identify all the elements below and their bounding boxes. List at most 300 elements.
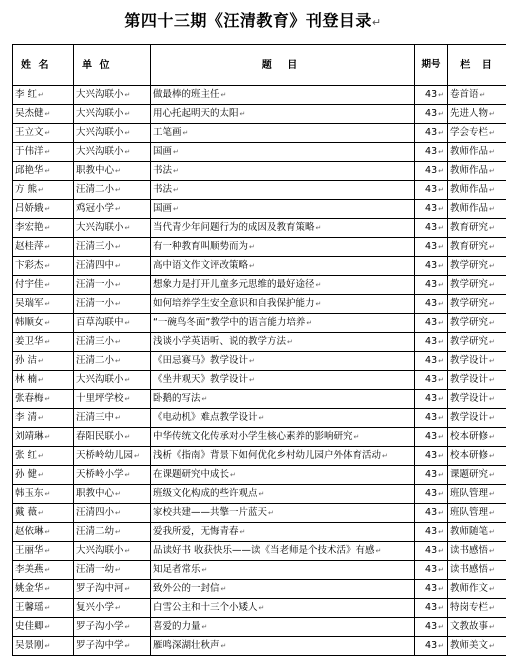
cell-unit bbox=[74, 86, 151, 105]
cell-name bbox=[13, 523, 74, 542]
cell-end-mark-icon: ↵ bbox=[489, 110, 495, 118]
cell-issue-text: 43 bbox=[425, 583, 437, 594]
cell-end-mark-icon: ↵ bbox=[316, 281, 322, 289]
cell-name bbox=[13, 390, 74, 409]
cell-column bbox=[448, 466, 506, 485]
cell-title bbox=[151, 295, 415, 314]
cell-end-mark-icon: ↵ bbox=[125, 110, 131, 118]
cell-issue bbox=[415, 276, 448, 295]
cell-title-text: 雁鸣深湖壮秋声 bbox=[153, 640, 220, 651]
cell-column-text: 读书感悟 bbox=[450, 545, 488, 556]
cell-column bbox=[448, 352, 506, 371]
table-row bbox=[13, 257, 506, 276]
cell-end-mark-icon: ↵ bbox=[438, 319, 444, 327]
table-row bbox=[13, 485, 506, 504]
cell-issue bbox=[415, 314, 448, 333]
cell-end-mark-icon: ↵ bbox=[115, 300, 121, 308]
cell-name bbox=[13, 219, 74, 238]
table-row bbox=[13, 143, 506, 162]
cell-name bbox=[13, 86, 74, 105]
cell-name bbox=[13, 504, 74, 523]
cell-end-mark-icon: ↵ bbox=[45, 395, 51, 403]
cell-end-mark-icon: ↵ bbox=[45, 262, 51, 270]
cell-end-mark-icon: ↵ bbox=[202, 395, 208, 403]
cell-unit-text: 大兴沟联小 bbox=[76, 146, 124, 157]
cell-end-mark-icon: ↵ bbox=[45, 433, 51, 441]
cell-end-mark-icon: ↵ bbox=[438, 642, 444, 650]
cell-end-mark-icon: ↵ bbox=[125, 148, 131, 156]
cell-issue bbox=[415, 352, 448, 371]
cell-end-mark-icon: ↵ bbox=[45, 642, 51, 650]
cell-unit-text: 复兴小学 bbox=[76, 602, 114, 613]
cell-issue bbox=[415, 86, 448, 105]
header-unit: 单 位 bbox=[74, 45, 151, 86]
cell-issue-text: 43 bbox=[425, 412, 437, 423]
cell-column bbox=[448, 124, 506, 143]
cell-issue-text: 43 bbox=[425, 507, 437, 518]
cell-column bbox=[448, 371, 506, 390]
cell-unit-text: 汪清三小 bbox=[76, 241, 114, 252]
cell-name bbox=[13, 352, 74, 371]
cell-name bbox=[13, 580, 74, 599]
cell-column bbox=[448, 561, 506, 580]
catalog-table bbox=[12, 44, 506, 656]
header-title: 题 目 bbox=[151, 45, 415, 86]
cell-end-mark-icon: ↵ bbox=[489, 338, 495, 346]
cell-name-text: 王丽华 bbox=[15, 545, 44, 556]
cell-title-text: 知足者常乐 bbox=[153, 564, 201, 575]
cell-title-text: 用心托起明天的太阳 bbox=[153, 108, 239, 119]
table-row bbox=[13, 162, 506, 181]
cell-unit bbox=[74, 523, 151, 542]
cell-title bbox=[151, 162, 415, 181]
cell-column-text: 教师随笔 bbox=[450, 526, 488, 537]
cell-name bbox=[13, 295, 74, 314]
table-row bbox=[13, 105, 506, 124]
cell-end-mark-icon: ↵ bbox=[202, 566, 208, 574]
cell-unit bbox=[74, 618, 151, 637]
cell-column-text: 班队管理 bbox=[450, 507, 488, 518]
cell-end-mark-icon: ↵ bbox=[489, 471, 495, 479]
cell-column-text: 卷首语 bbox=[450, 89, 479, 100]
cell-title-text: 《田忌赛马》教学设计 bbox=[153, 355, 248, 366]
cell-column-text: 教学研究 bbox=[450, 336, 488, 347]
cell-end-mark-icon: ↵ bbox=[173, 186, 179, 194]
header-issue: 期号 bbox=[415, 45, 448, 86]
cell-unit bbox=[74, 105, 151, 124]
cell-name-text: 刘靖琳 bbox=[15, 431, 44, 442]
cell-end-mark-icon: ↵ bbox=[45, 243, 51, 251]
cell-end-mark-icon: ↵ bbox=[489, 528, 495, 536]
cell-end-mark-icon: ↵ bbox=[125, 547, 131, 555]
cell-unit-text: 大兴沟联小 bbox=[76, 89, 124, 100]
cell-end-mark-icon: ↵ bbox=[230, 471, 236, 479]
cell-unit-text: 大兴沟联小 bbox=[76, 374, 124, 385]
cell-title-text: 浅谈小学英语听、说的教学方法 bbox=[153, 336, 286, 347]
cell-unit-text: 汪清一小 bbox=[76, 279, 114, 290]
cell-issue-text: 43 bbox=[425, 222, 437, 233]
cell-unit bbox=[74, 124, 151, 143]
cell-end-mark-icon: ↵ bbox=[115, 357, 121, 365]
cell-name bbox=[13, 409, 74, 428]
cell-issue bbox=[415, 580, 448, 599]
table-row bbox=[13, 295, 506, 314]
cell-unit-text: 汪清四中 bbox=[76, 260, 114, 271]
cell-title bbox=[151, 428, 415, 447]
cell-issue bbox=[415, 124, 448, 143]
cell-column bbox=[448, 428, 506, 447]
cell-column bbox=[448, 257, 506, 276]
cell-title-text: 想象力是打开儿童多元思维的最好途径 bbox=[153, 279, 315, 290]
cell-column bbox=[448, 276, 506, 295]
cell-column-text: 特岗专栏 bbox=[450, 602, 488, 613]
cell-issue-text: 43 bbox=[425, 260, 437, 271]
cell-name bbox=[13, 105, 74, 124]
cell-column bbox=[448, 390, 506, 409]
cell-unit-text: 天桥岭幼儿园 bbox=[76, 450, 133, 461]
cell-end-mark-icon: ↵ bbox=[489, 414, 495, 422]
cell-title-text: 爱我所爱，无悔青春 bbox=[153, 526, 239, 537]
cell-end-mark-icon: ↵ bbox=[489, 262, 495, 270]
cell-end-mark-icon: ↵ bbox=[489, 129, 495, 137]
cell-end-mark-icon: ↵ bbox=[125, 642, 131, 650]
table-row bbox=[13, 580, 506, 599]
cell-end-mark-icon: ↵ bbox=[489, 547, 495, 555]
cell-title bbox=[151, 333, 415, 352]
cell-end-mark-icon: ↵ bbox=[316, 224, 322, 232]
cell-end-mark-icon: ↵ bbox=[45, 528, 51, 536]
cell-end-mark-icon: ↵ bbox=[125, 319, 131, 327]
cell-column-text: 读书感悟 bbox=[450, 564, 488, 575]
cell-unit-text: 罗子沟小学 bbox=[76, 621, 124, 632]
cell-end-mark-icon: ↵ bbox=[249, 243, 255, 251]
cell-name bbox=[13, 162, 74, 181]
cell-end-mark-icon: ↵ bbox=[240, 110, 246, 118]
cell-unit-text: 职教中心 bbox=[76, 488, 114, 499]
cell-title-text: “一碗鸟冬面”教学中的语言能力培养 bbox=[153, 317, 305, 328]
cell-name-text: 吴杰健 bbox=[15, 108, 44, 119]
cell-title-text: 班级文化构成的些许观点 bbox=[153, 488, 258, 499]
cell-issue-text: 43 bbox=[425, 89, 437, 100]
cell-title bbox=[151, 561, 415, 580]
cell-name bbox=[13, 637, 74, 656]
cell-issue-text: 43 bbox=[425, 431, 437, 442]
cell-unit-text: 大兴沟联小 bbox=[76, 108, 124, 119]
cell-end-mark-icon: ↵ bbox=[125, 433, 131, 441]
cell-unit-text: 鸡冠小学 bbox=[76, 203, 114, 214]
cell-column-text: 先进人物 bbox=[450, 108, 488, 119]
cell-title-text: 白雪公主和十三个小矮人 bbox=[153, 602, 258, 613]
cell-end-mark-icon: ↵ bbox=[183, 129, 189, 137]
table-row bbox=[13, 428, 506, 447]
cell-name bbox=[13, 447, 74, 466]
cell-unit bbox=[74, 181, 151, 200]
cell-column-text: 教师作文 bbox=[450, 583, 488, 594]
cell-unit bbox=[74, 352, 151, 371]
cell-title-text: 家校共建——共擎一片蓝天 bbox=[153, 507, 267, 518]
cell-title-text: 《坐井观天》教学设计 bbox=[153, 374, 248, 385]
cell-title-text: 致外公的一封信 bbox=[153, 583, 220, 594]
cell-column bbox=[448, 295, 506, 314]
cell-title bbox=[151, 257, 415, 276]
cell-issue-text: 43 bbox=[425, 146, 437, 157]
cell-end-mark-icon: ↵ bbox=[125, 623, 131, 631]
cell-end-mark-icon: ↵ bbox=[438, 395, 444, 403]
cell-end-mark-icon: ↵ bbox=[489, 167, 495, 175]
cell-column-text: 课题研究 bbox=[450, 469, 488, 480]
cell-name-text: 吴瑞军 bbox=[15, 298, 44, 309]
cell-title-text: 有一种教育叫顺势而为 bbox=[153, 241, 248, 252]
cell-end-mark-icon: ↵ bbox=[45, 547, 51, 555]
cell-end-mark-icon: ↵ bbox=[249, 357, 255, 365]
cell-title bbox=[151, 143, 415, 162]
cell-end-mark-icon: ↵ bbox=[45, 281, 51, 289]
cell-title bbox=[151, 276, 415, 295]
cell-issue bbox=[415, 143, 448, 162]
cell-end-mark-icon: ↵ bbox=[438, 547, 444, 555]
cell-unit bbox=[74, 162, 151, 181]
cell-unit bbox=[74, 333, 151, 352]
cell-end-mark-icon: ↵ bbox=[268, 509, 274, 517]
cell-unit bbox=[74, 295, 151, 314]
cell-title bbox=[151, 86, 415, 105]
cell-end-mark-icon: ↵ bbox=[115, 205, 121, 213]
cell-column bbox=[448, 333, 506, 352]
cell-end-mark-icon: ↵ bbox=[489, 433, 495, 441]
cell-issue-text: 43 bbox=[425, 355, 437, 366]
cell-column bbox=[448, 409, 506, 428]
cell-column-text: 教学设计 bbox=[450, 355, 488, 366]
cell-title-text: 喜爱的力量 bbox=[153, 621, 201, 632]
cell-issue-text: 43 bbox=[425, 317, 437, 328]
cell-end-mark-icon: ↵ bbox=[489, 148, 495, 156]
cell-end-mark-icon: ↵ bbox=[45, 585, 51, 593]
cell-title-text: 书法 bbox=[153, 165, 172, 176]
cell-title bbox=[151, 390, 415, 409]
cell-issue bbox=[415, 542, 448, 561]
cell-end-mark-icon: ↵ bbox=[438, 224, 444, 232]
cell-end-mark-icon: ↵ bbox=[125, 129, 131, 137]
cell-end-mark-icon: ↵ bbox=[202, 623, 208, 631]
cell-end-mark-icon: ↵ bbox=[38, 186, 44, 194]
table-row bbox=[13, 618, 506, 637]
cell-title-text: 《电动机》难点教学设计 bbox=[153, 412, 258, 423]
cell-name-text: 于伟洋 bbox=[15, 146, 44, 157]
cell-name-text: 张 红 bbox=[15, 450, 37, 461]
cell-unit-text: 大兴沟联小 bbox=[76, 127, 124, 138]
cell-title bbox=[151, 371, 415, 390]
cell-end-mark-icon: ↵ bbox=[115, 262, 121, 270]
cell-issue bbox=[415, 371, 448, 390]
cell-end-mark-icon: ↵ bbox=[287, 338, 293, 346]
cell-title bbox=[151, 105, 415, 124]
cell-column-text: 校本研修 bbox=[450, 431, 488, 442]
cell-end-mark-icon: ↵ bbox=[221, 91, 227, 99]
cell-end-mark-icon: ↵ bbox=[438, 528, 444, 536]
cell-title-text: 当代青少年问题行为的成因及教育策略 bbox=[153, 222, 315, 233]
cell-column-text: 教师作品 bbox=[450, 184, 488, 195]
cell-issue-text: 43 bbox=[425, 526, 437, 537]
cell-end-mark-icon: ↵ bbox=[38, 376, 44, 384]
cell-title-text: 工笔画 bbox=[153, 127, 182, 138]
cell-end-mark-icon: ↵ bbox=[45, 205, 51, 213]
cell-end-mark-icon: ↵ bbox=[45, 148, 51, 156]
cell-end-mark-icon: ↵ bbox=[249, 376, 255, 384]
cell-unit bbox=[74, 599, 151, 618]
cell-end-mark-icon: ↵ bbox=[316, 300, 322, 308]
cell-unit bbox=[74, 637, 151, 656]
cell-end-mark-icon: ↵ bbox=[125, 91, 131, 99]
cell-name-text: 李 红 bbox=[15, 89, 37, 100]
cell-end-mark-icon: ↵ bbox=[438, 262, 444, 270]
cell-end-mark-icon: ↵ bbox=[438, 623, 444, 631]
cell-name-text: 吕娇娥 bbox=[15, 203, 44, 214]
cell-name-text: 赵依琳 bbox=[15, 526, 44, 537]
cell-issue bbox=[415, 409, 448, 428]
cell-title bbox=[151, 181, 415, 200]
cell-end-mark-icon: ↵ bbox=[125, 224, 131, 232]
cell-title-text: 做最棒的班主任 bbox=[153, 89, 220, 100]
cell-unit-text: 汪清二小 bbox=[76, 184, 114, 195]
cell-title bbox=[151, 124, 415, 143]
cell-column bbox=[448, 200, 506, 219]
cell-title bbox=[151, 200, 415, 219]
cell-unit-text: 汪清二小 bbox=[76, 355, 114, 366]
cell-end-mark-icon: ↵ bbox=[438, 338, 444, 346]
cell-end-mark-icon: ↵ bbox=[125, 471, 131, 479]
cell-title bbox=[151, 599, 415, 618]
cell-end-mark-icon: ↵ bbox=[438, 186, 444, 194]
cell-issue-text: 43 bbox=[425, 393, 437, 404]
cell-title-text: 高中语文作文评改策略 bbox=[153, 260, 248, 271]
cell-unit bbox=[74, 143, 151, 162]
table-row bbox=[13, 447, 506, 466]
cell-unit bbox=[74, 428, 151, 447]
cell-end-mark-icon: ↵ bbox=[45, 167, 51, 175]
cell-name-text: 邱艳华 bbox=[15, 165, 44, 176]
table-row bbox=[13, 542, 506, 561]
cell-unit bbox=[74, 219, 151, 238]
cell-end-mark-icon: ↵ bbox=[489, 186, 495, 194]
cell-issue bbox=[415, 105, 448, 124]
cell-issue bbox=[415, 447, 448, 466]
cell-unit bbox=[74, 238, 151, 257]
cell-title-text: 书法 bbox=[153, 184, 172, 195]
cell-name-text: 姜卫华 bbox=[15, 336, 44, 347]
cell-column bbox=[448, 485, 506, 504]
cell-end-mark-icon: ↵ bbox=[38, 471, 44, 479]
cell-issue bbox=[415, 333, 448, 352]
cell-end-mark-icon: ↵ bbox=[45, 110, 51, 118]
cell-issue-text: 43 bbox=[425, 564, 437, 575]
cell-end-mark-icon: ↵ bbox=[115, 281, 121, 289]
cell-name-text: 韩顺女 bbox=[15, 317, 44, 328]
cell-title-text: 如何培养学生安全意识和自我保护能力 bbox=[153, 298, 315, 309]
cell-end-mark-icon: ↵ bbox=[115, 167, 121, 175]
cell-name-text: 姚金华 bbox=[15, 583, 44, 594]
cell-end-mark-icon: ↵ bbox=[125, 395, 131, 403]
cell-issue bbox=[415, 200, 448, 219]
cell-end-mark-icon: ↵ bbox=[489, 376, 495, 384]
cell-unit bbox=[74, 314, 151, 333]
cell-end-mark-icon: ↵ bbox=[115, 490, 121, 498]
table-row bbox=[13, 523, 506, 542]
header-row bbox=[13, 45, 506, 86]
cell-issue-text: 43 bbox=[425, 298, 437, 309]
cell-end-mark-icon: ↵ bbox=[376, 547, 382, 555]
cell-end-mark-icon: ↵ bbox=[115, 338, 121, 346]
cell-name bbox=[13, 466, 74, 485]
cell-issue bbox=[415, 504, 448, 523]
cell-column bbox=[448, 314, 506, 333]
cell-unit bbox=[74, 390, 151, 409]
table-row bbox=[13, 466, 506, 485]
cell-end-mark-icon: ↵ bbox=[489, 509, 495, 517]
table-row bbox=[13, 352, 506, 371]
cell-unit bbox=[74, 200, 151, 219]
cell-name bbox=[13, 599, 74, 618]
cell-name-text: 韩玉东 bbox=[15, 488, 44, 499]
cell-name bbox=[13, 124, 74, 143]
cell-end-mark-icon: ↵ bbox=[489, 319, 495, 327]
cell-unit bbox=[74, 504, 151, 523]
cell-column-text: 文教故事 bbox=[450, 621, 488, 632]
cell-column bbox=[448, 219, 506, 238]
cell-end-mark-icon: ↵ bbox=[173, 167, 179, 175]
cell-title bbox=[151, 314, 415, 333]
cell-name-text: 吴景刚 bbox=[15, 640, 44, 651]
table-row bbox=[13, 599, 506, 618]
cell-name-text: 李美燕 bbox=[15, 564, 44, 575]
cell-end-mark-icon: ↵ bbox=[125, 585, 131, 593]
cell-name-text: 戴 薇 bbox=[15, 507, 37, 518]
cell-end-mark-icon: ↵ bbox=[259, 604, 265, 612]
cell-end-mark-icon: ↵ bbox=[115, 186, 121, 194]
cell-issue-text: 43 bbox=[425, 108, 437, 119]
cell-end-mark-icon: ↵ bbox=[438, 357, 444, 365]
cell-unit-text: 百草沟联中 bbox=[76, 317, 124, 328]
cell-issue bbox=[415, 466, 448, 485]
cell-end-mark-icon: ↵ bbox=[173, 148, 179, 156]
cell-issue bbox=[415, 257, 448, 276]
cell-issue bbox=[415, 561, 448, 580]
cell-end-mark-icon: ↵ bbox=[438, 91, 444, 99]
cell-end-mark-icon: ↵ bbox=[45, 338, 51, 346]
cell-name-text: 李 清 bbox=[15, 412, 37, 423]
cell-column-text: 教学研究 bbox=[450, 260, 488, 271]
cell-title-text: 卧鹅的写法 bbox=[153, 393, 201, 404]
cell-unit bbox=[74, 466, 151, 485]
cell-end-mark-icon: ↵ bbox=[221, 642, 227, 650]
cell-column bbox=[448, 523, 506, 542]
cell-end-mark-icon: ↵ bbox=[38, 452, 44, 460]
cell-issue bbox=[415, 485, 448, 504]
cell-name bbox=[13, 143, 74, 162]
table-row bbox=[13, 276, 506, 295]
cell-name-text: 李宏艳 bbox=[15, 222, 44, 233]
cell-unit bbox=[74, 542, 151, 561]
cell-unit-text: 十里坪学校 bbox=[76, 393, 124, 404]
paragraph-mark-icon: ↵ bbox=[372, 16, 382, 29]
cell-name bbox=[13, 561, 74, 580]
cell-name bbox=[13, 314, 74, 333]
cell-issue-text: 43 bbox=[425, 602, 437, 613]
cell-end-mark-icon: ↵ bbox=[115, 414, 121, 422]
cell-end-mark-icon: ↵ bbox=[480, 91, 486, 99]
cell-column bbox=[448, 447, 506, 466]
cell-column-text: 教师作品 bbox=[450, 165, 488, 176]
cell-end-mark-icon: ↵ bbox=[38, 509, 44, 517]
